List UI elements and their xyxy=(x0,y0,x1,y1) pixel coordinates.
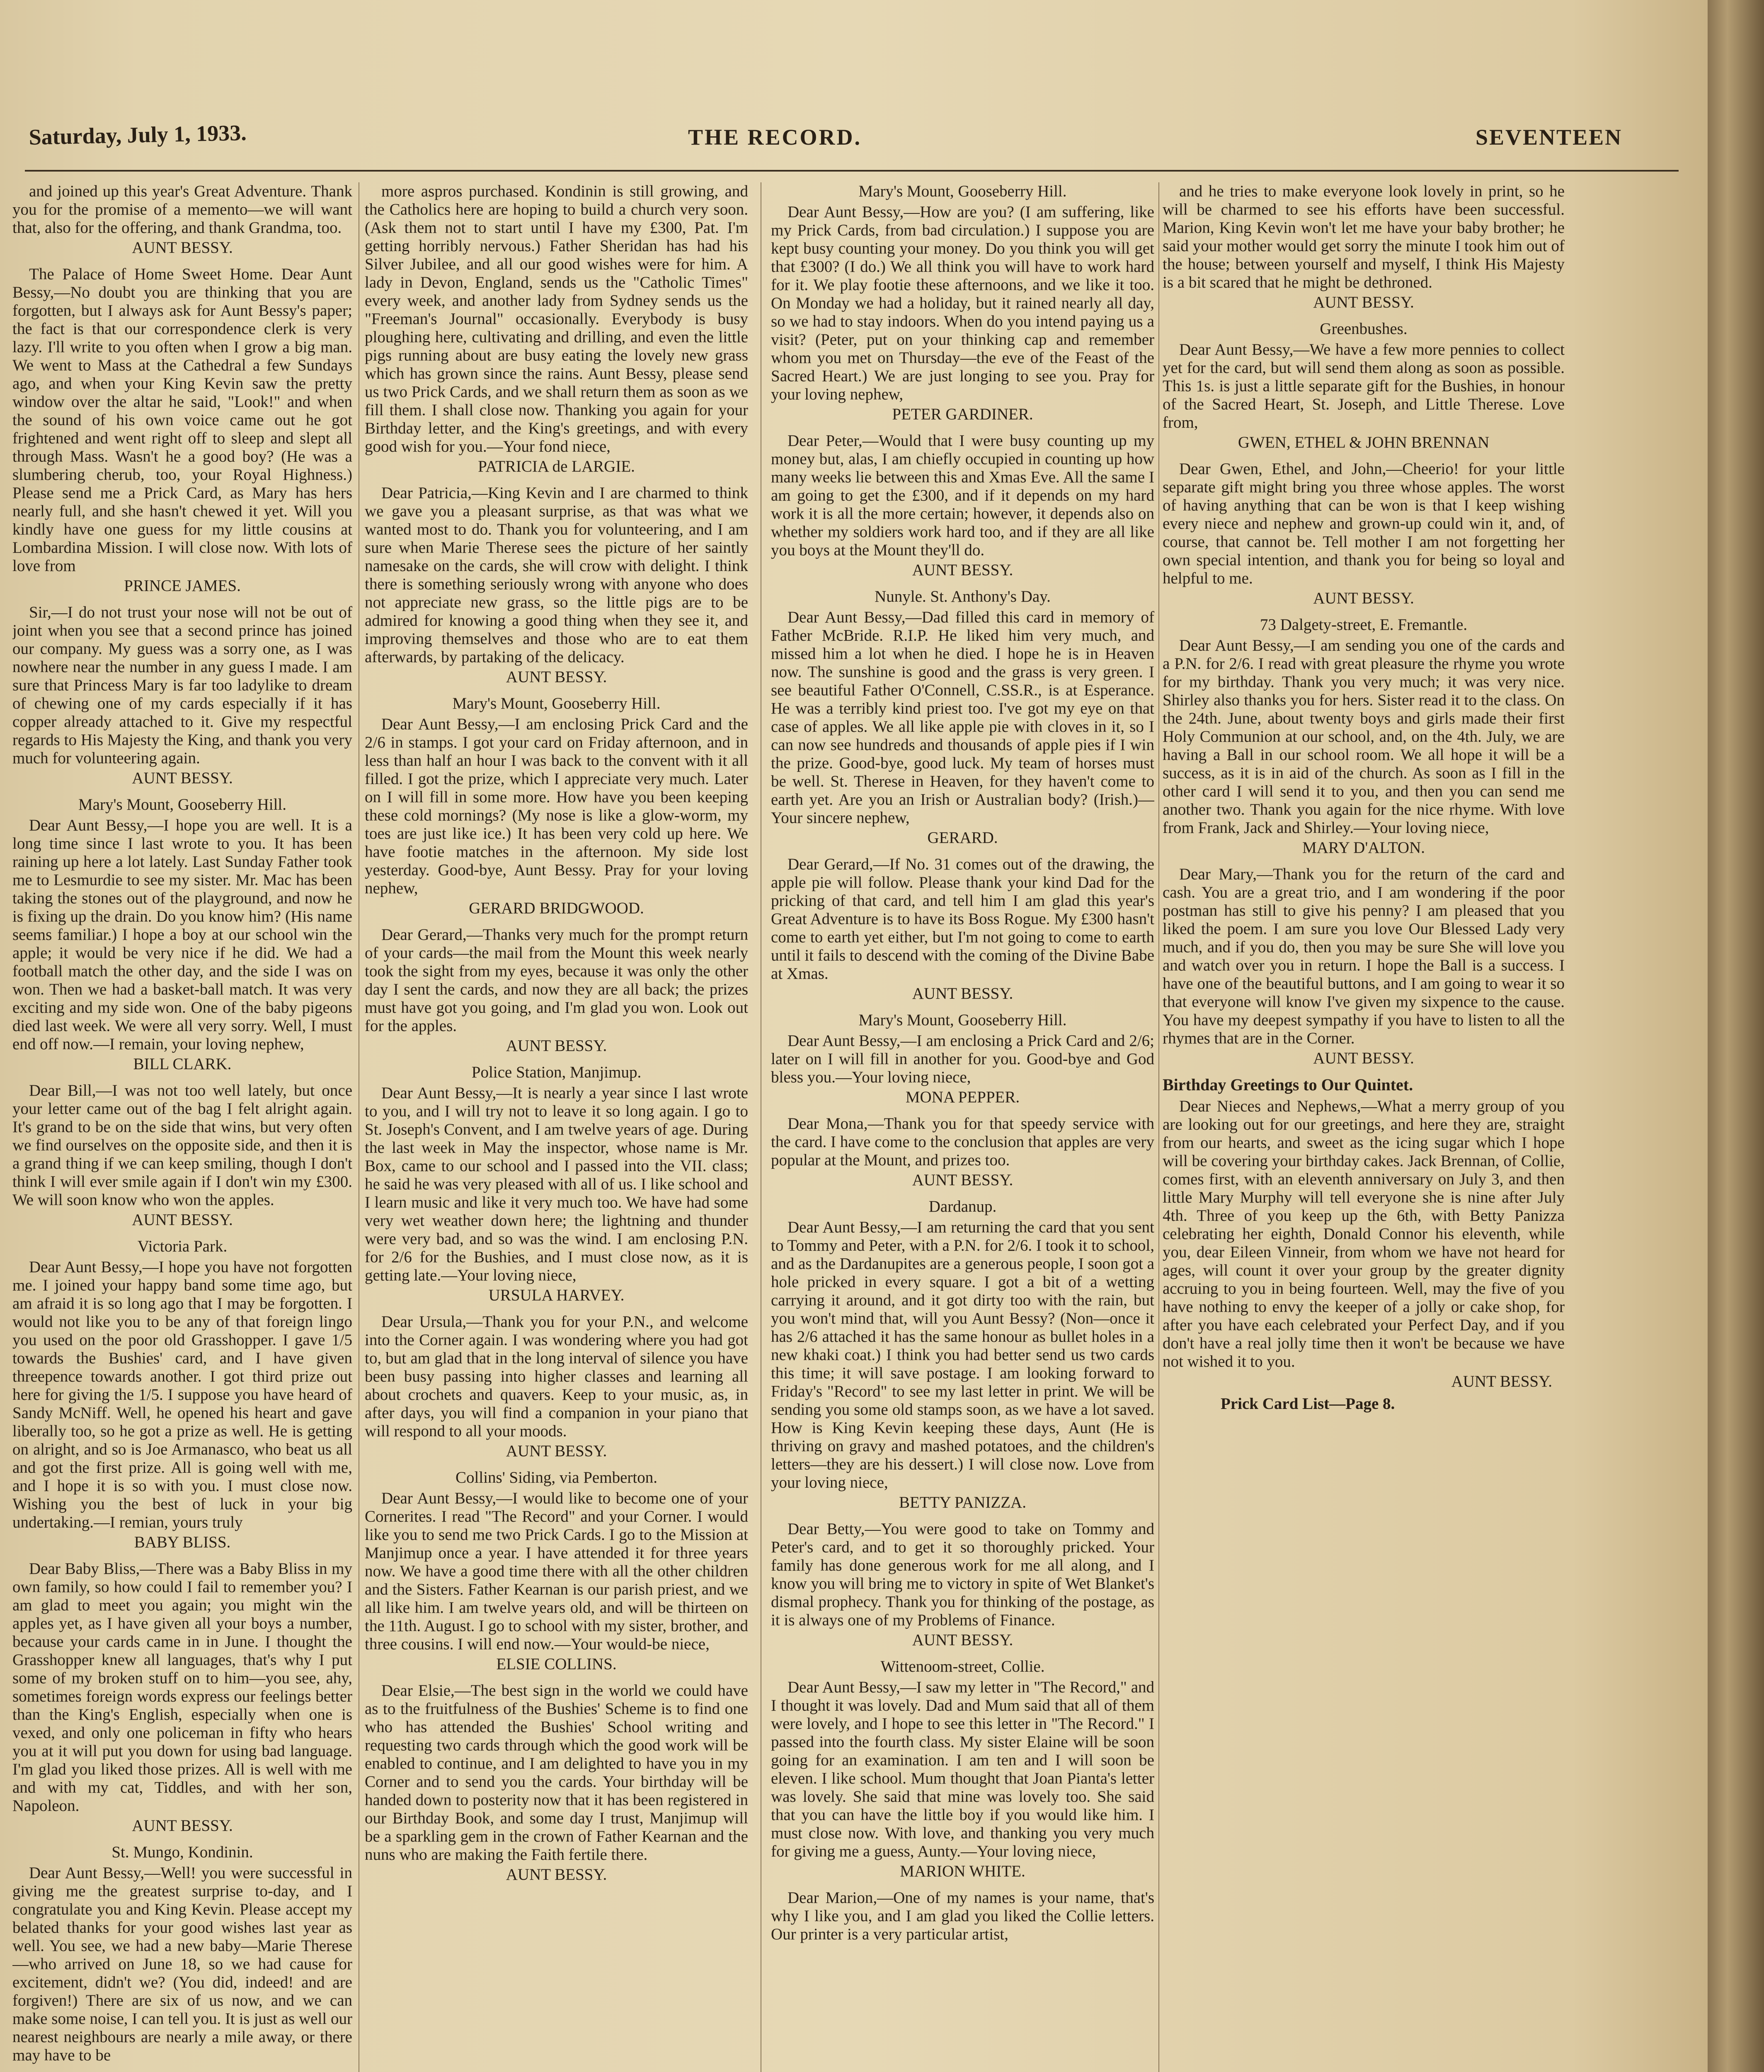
letter-body: Dear Aunt Bessy,—We have a few more pennies to collect yet for the card, but will send them along as soon as possible. This 1s. is just a little separate gift for the Bushies, in honour of the Sacred Heart, St. Joseph, and Little Therese. Love from, xyxy=(1163,341,1565,431)
letter-place: St. Mungo, Kondinin. xyxy=(111,1843,253,1861)
letter xyxy=(365,1682,748,1884)
letter xyxy=(12,182,352,257)
letter-body: Dear Mona,—Thank you for that speedy service with the card. I have come to the conclusion that apples are very popular at the Mount, and prizes too. xyxy=(771,1115,1154,1169)
letter-signature: AUNT BESSY. xyxy=(132,769,233,787)
letter-signature: GERARD. xyxy=(927,829,998,847)
letter xyxy=(12,603,352,787)
letter xyxy=(365,182,748,476)
letter-body: Sir,—I do not trust your nose will not be out of joint when you see that a second prince has joined our company. My guess was a sorry one, as I was nowhere near the number in any guess I made. I am sure that Princess Mary is far too ladylike to dream of chewing one of my cards especially if it has copper already attached to it. Give my respectful regards to His Majesty the King, and thank you very much for volunteering again. xyxy=(12,603,352,767)
letter-body: Dear Baby Bliss,—There was a Baby Bliss in my own family, so how could I fail to remember you? I am glad to meet you again; you might win the apples yet, as I have given all your boys a number, because your cards came in in June. I thought the Grasshopper knew all languages, that's why I put some of my broken stuff on to him—you see, ahy, sometimes foreign words express our feelings better than the King's English, especially when one is vexed, and only one policeman in fifty who hears you at it will put you down for using bad language. I'm glad you liked those prizes. All is well with me and with my cat, Tiddles, and with her son, Napoleon. xyxy=(12,1560,352,1815)
letter xyxy=(365,1313,748,1460)
birthday-greetings xyxy=(1163,1076,1565,1413)
letter xyxy=(12,265,352,595)
masthead-title: THE RECORD. xyxy=(688,125,862,150)
letter-place: Mary's Mount, Gooseberry Hill. xyxy=(452,695,661,712)
letter-place: Police Station, Manjimup. xyxy=(471,1063,642,1081)
letter-body: Dear Betty,—You were good to take on Tommy and Peter's card, and to get it so thoroughly pricked. Your family has done generous work for me all along, and I know you will bring me to victory in spite of Wet Blanket's dismal prophecy. Thank you for thinking of the postage, as it is always one of my Problems of Finance. xyxy=(771,1520,1154,1629)
letter-signature: AUNT BESSY. xyxy=(912,985,1013,1002)
letter-signature: AUNT BESSY. xyxy=(132,1211,233,1229)
letter xyxy=(12,1843,352,2065)
letter xyxy=(12,796,352,1073)
letter xyxy=(1163,616,1565,857)
letter-signature: PRINCE JAMES. xyxy=(124,577,241,595)
letter xyxy=(1163,182,1565,312)
letter-signature: AUNT BESSY. xyxy=(506,1866,607,1883)
letter-signature: GWEN, ETHEL & JOHN BRENNAN xyxy=(1238,433,1490,451)
letter-place: Wittenoom-street, Collie. xyxy=(880,1658,1045,1675)
letter-body: Dear Peter,—Would that I were busy counting up my money but, alas, I am chiefly occupied in counting up how many weeks lie between this and Xmas Eve. All the same I am going to get the £300, and if it depends on my hard work it is all the more certain; however, it depends also on whether my soldiers work hard too, and if they are all like you boys at the Mount they'll do. xyxy=(771,432,1154,559)
letter-body: Dear Elsie,—The best sign in the world we could have as to the fruitfulness of the Bushies' Scheme is to find one who has attended the Bushies' School writing and requesting two cards through which the good work will be enabled to continue, and I am delighted to have you in my Corner and to send you the cards. Your birthday will be handed down to posterity now that it has been registered in our Birthday Book, and some day I trust, Manjimup will be a sparkling gem in the crown of Father Kearnan and the nuns who are making the Faith fertile there. xyxy=(365,1682,748,1864)
letter-body: Dear Aunt Bessy,—I am enclosing Prick Card and the 2/6 in stamps. I got your card on Friday afternoon, and in less than half an hour I was back to the convent with it all filled. I got the prize, which I appreciate very much. Later on I will fill in some more. How have you been keeping these cold mornings? (My nose is like a glow-worm, my toes are just like ice.) It has been very cold up here. We have footie matches in the afternoon. My side lost yesterday. Good-bye, Aunt Bessy. Pray for your loving nephew, xyxy=(365,715,748,897)
letter xyxy=(365,926,748,1055)
letter-signature: AUNT BESSY. xyxy=(912,1171,1013,1189)
letter-signature: BETTY PANIZZA. xyxy=(899,1493,1026,1511)
letter-signature: PETER GARDINER. xyxy=(892,405,1033,423)
page-number: SEVENTEEN xyxy=(1476,125,1623,150)
letter xyxy=(771,1115,1154,1189)
letter-signature: AUNT BESSY. xyxy=(506,1442,607,1460)
letter-body: Dear Aunt Bessy,—I would like to become one of your Cornerites. I read "The Record" and your Corner. I would like you to send me two Prick Cards. I go to the Mission at Manjimup once a year. I have attended it for three years now. We have a good time there with all the other children and the Sisters. Father Kearnan is our parish priest, and we all like him. I am twelve years old, and will be thirteen on the 11th. August. I go to school with my sister, brother, and three cousins. I will end now.—Your would-be niece, xyxy=(365,1489,748,1653)
letter-place: Mary's Mount, Gooseberry Hill. xyxy=(858,1011,1067,1029)
letter xyxy=(365,695,748,917)
letter-signature: AUNT BESSY. xyxy=(1313,293,1414,311)
letter-signature: MARION WHITE. xyxy=(900,1862,1025,1880)
letter-signature: AUNT BESSY. xyxy=(132,1817,233,1835)
letter-body: Dear Aunt Bessy,—I am enclosing a Prick Card and 2/6; later on I will fill in another for you. Good-bye and God bless you.—Your loving niece, xyxy=(771,1032,1154,1086)
letter-place: 73 Dalgety-street, E. Fremantle. xyxy=(1260,616,1468,634)
letter xyxy=(771,1520,1154,1649)
letter xyxy=(771,588,1154,847)
letter-place: Collins' Siding, via Pemberton. xyxy=(456,1469,657,1486)
letter xyxy=(365,484,748,686)
column-4 xyxy=(1163,182,1565,2072)
letter-body: Dear Patricia,—King Kevin and I are charmed to think we gave you a pleasant surprise, as that was what we wanted most to do. Thank you for volunteering, and I am sure when Marie Therese sees the picture of her saintly namesake on the cards, she will crow with delight. I think there is something seriously wrong with anyone who does not appreciate new grass, so the little pigs are to be admired for knowing a good thing when they see it, and improving themselves and those who are to eat them afterwards, by partaking of the delicacy. xyxy=(365,484,748,666)
letter-body: Dear Aunt Bessy,—I am sending you one of the cards and a P.N. for 2/6. I read with great pleasure the rhyme you wrote for my birthday. Thank you very much; it was very nice. Shirley also thanks you for hers. Sister read it to the class. On the 24th. June, about twenty boys and girls made their first Holy Communion at our school, and, on the 4th. July, we are having a Ball in our school room. We all hope it will be a success, as it is in aid of the church. As soon as I fill in the other card I will send it to you, and then you can send me another two. Thank you again for the nice rhyme. With love from Frank, Jack and Shirley.—Your loving niece, xyxy=(1163,637,1565,837)
letter-body: Dear Aunt Bessy,—I hope you have not forgotten me. I joined your happy band some time ago, but am afraid it is so long ago that I may be forgotten. I would not like you to be any of that foreign lingo you used on the poor old Grasshopper. I gave 1/5 towards the Bushies' card, and I have given threepence towards another. I got third prize out here for giving the 1/5. I suppose you have heard of Sandy McNiff. Well, he opened his heart and gave liberally too, so he got a prize as well. He is getting on alright, and so is Joe Armanasco, who beat us all and got the first prize. All is going well with me, and I hope it is so with you. I must close now. Wishing you the best of luck in your big undertaking.—I remian, yours truly xyxy=(12,1258,352,1531)
letter-signature: BILL CLARK. xyxy=(133,1055,232,1073)
letter-body: and joined up this year's Great Adventure. Thank you for the promise of a memento—we will want that, also for the offering, and thank Grandma, too. xyxy=(12,182,352,237)
letter-body: Dear Bill,—I was not too well lately, but once your letter came out of the bag I felt alright again. It's grand to be on the side that wins, but very often we find ourselves on the opposite side, and then it is a grand thing if we can keep smiling, though I don't think I will ever smile again if I don't win my £300. We will soon know who won the apples. xyxy=(12,1082,352,1209)
letter-body: Dear Marion,—One of my names is your name, that's why I like you, and I am glad you liked the Collie letters. Our printer is a very particular artist, xyxy=(771,1889,1154,1943)
birthday-heading: Birthday Greetings to Our Quintet. xyxy=(1163,1075,1413,1094)
letter xyxy=(771,855,1154,1003)
letter-body: and he tries to make everyone look lovely in print, so he will be charmed to see his efforts have been successful. Marion, King Kevin won't let me have your baby brother; he said your mother would get sorry the minute I took him out of the house; between yourself and myself, I think His Majesty is a bit scared that he might be dethroned. xyxy=(1163,182,1565,291)
letter-body: Dear Aunt Bessy,—I hope you are well. It is a long time since I last wrote to you. It has been raining up here a lot lately. Last Sunday Father took me to Lesmurdie to see my sister. Mr. Mac has been taking the stones out of the playground, and now he is fixing up the drain. Do you know him? (His name seems familiar.) I hope a boy at our school win the apple; it would be very nice if he did. We had a football match the other day, and the side I was on won. Then we had a basket-ball match. It was very exciting and my side won. One of the baby pigeons died last week. We were all very sorry. Well, I must end off now.—I remain, your loving nephew, xyxy=(12,816,352,1053)
letter-place: Dardanup. xyxy=(928,1198,997,1215)
letter-signature: AUNT BESSY. xyxy=(912,1631,1013,1649)
letter-signature: GERARD BRIDGWOOD. xyxy=(469,899,644,917)
letter xyxy=(1163,460,1565,608)
letter xyxy=(12,1082,352,1229)
letter-signature: AUNT BESSY. xyxy=(912,561,1013,579)
letter-place: Greenbushes. xyxy=(1320,320,1408,338)
column-1 xyxy=(12,182,352,2072)
letter xyxy=(365,1063,748,1305)
letter-body: Dear Aunt Bessy,—Dad filled this card in memory of Father McBride. R.I.P. He liked him very much, and missed him a lot when he died. I hope he is in Heaven now. The sunshine is good and the grass is very green. I see beautiful Father O'Connell, C.SS.R., is at Esperance. He was a terribly kind priest too. I've got my eye on that case of apples. We all like apple pie with cloves in it, so I can now see hundreds and thousands of apple pies if I win the prize. Good-bye, good luck. My team of horses must be well. St. Therese in Heaven, for they haven't come to earth yet. Are you an Irish or Australian body? (Irish.)—Your sincere nephew, xyxy=(771,608,1154,827)
letter xyxy=(771,1658,1154,1881)
column-4-letters xyxy=(1163,182,1565,1067)
letter-signature: ELSIE COLLINS. xyxy=(496,1655,617,1673)
letter-signature: MARY D'ALTON. xyxy=(1302,839,1425,857)
letter xyxy=(771,1889,1154,1944)
letter-signature: AUNT BESSY. xyxy=(506,668,607,686)
letter-body: Dear Aunt Bessy,—How are you? (I am suffering, like my Prick Cards, from bad circulation.) I suppose you are kept busy counting your money. Do you think you will get that £300? (I do.) We all think you will have to work hard for it. We play footie these afternoons, and we like it too. On Monday we had a holiday, but it rained nearly all day, so we had to stay indoors. When do you intend paying us a visit? (Peter, put on your thinking cap and remember whom you met on Thursday—the eve of the Feast of the Sacred Heart.) We are just longing to see you. Pray for your loving nephew, xyxy=(771,203,1154,403)
letter xyxy=(771,432,1154,579)
birthday-body: Dear Nieces and Nephews,—What a merry group of you are looking out for our greetings, and here they are, straight from our hearts, and sweet as the icing sugar which I hope will be covering your birthday cakes. Jack Brennan, of Collie, comes first, with an eleventh anniversary on July 3, and then little Mary Murphy will tell everyone she is nine after July 4th. Three of you keep up the 6th, with Betty Panizza celebrating her eighth, Donald Connor his eleventh, while you, dear Eileen Vinneir, from whom we have not heard for ages, will count it over your group by the greater dignity accruing to you in being fourteen. Well, may the five of you have nothing to envy the keeper of a jolly or cake shop, for after you have each celebrated your Perfect Day, and if you don't have a real jolly time then it won't be because we have not wished it to you. xyxy=(1163,1097,1565,1370)
letter-body: Dear Aunt Bessy,—Well! you were successful in giving me the greatest surprise to-day, and I congratulate you and King Kevin. Please accept my belated thanks for your good wishes last year as well. You see, we had a new baby—Marie Therese—who arrived on June 18, so we had cause for excitement, didn't we? (You did, indeed! and are forgiven!) There are six of us now, and we can make some noise, I can tell you. It is just as well our nearest neighbours are nearly a mile away, or there may have to be xyxy=(12,1864,352,2064)
letter xyxy=(12,1237,352,1552)
prick-card-list-note: Prick Card List—Page 8. xyxy=(1221,1395,1395,1413)
column-3 xyxy=(771,182,1154,2072)
letter-body: Dear Gwen, Ethel, and John,—Cheerio! for your little separate gift might bring you three whose apples. The worst of having anything that can be won is that I keep wishing every niece and nephew and grown-up could win it, and, of course, that cannot be. Tell mother I am not forgetting her own special intention, and thank you for being so loyal and helpful to me. xyxy=(1163,460,1565,587)
letter-signature: AUNT BESSY. xyxy=(1313,1049,1414,1067)
page-binding-edge xyxy=(1708,0,1764,2072)
column-rule xyxy=(1158,182,1159,2072)
letter-place: Victoria Park. xyxy=(137,1237,228,1255)
letter xyxy=(12,1560,352,1835)
letter xyxy=(1163,865,1565,1067)
letter-place: Nunyle. St. Anthony's Day. xyxy=(875,588,1051,605)
letter-body: Dear Gerard,—Thanks very much for the prompt return of your cards—the mail from the Mount this week nearly took the sight from my eyes, because it was only the other day I sent the cards, and now they are all back; the prizes must have got you going, and I'm glad you won. Look out for the apples. xyxy=(365,926,748,1035)
letter-place: Mary's Mount, Gooseberry Hill. xyxy=(858,182,1067,200)
letter-body: Dear Ursula,—Thank you for your P.N., and welcome into the Corner again. I was wondering where you had got to, but am glad that in the long interval of silence you have been busy passing into higher classes and learning all about crochets and quavers. Keep to your music, as, in after days, you will find a companion in your piano that will respond to all your moods. xyxy=(365,1313,748,1440)
letter-signature: PATRICIA de LARGIE. xyxy=(478,457,635,475)
letter-body: Dear Aunt Bessy,—It is nearly a year since I last wrote to you, and I will try not to leave it so long again. I go to St. Joseph's Convent, and I am twelve years of age. During the last week in May the inspector, whose name is Mr. Box, came to our school and I passed into the VII. class; he said he was very pleased with all of us. I like school and I learn music and like it very much too. We have had some very wet weather down here; the lightning and thunder were very bad, and so was the wind. I am enclosing P.N. for 2/6 for the Bushies, and I must close now, as it is getting late.—Your loving niece, xyxy=(365,1084,748,1284)
letter xyxy=(365,1469,748,1673)
issue-date: Saturday, July 1, 1933. xyxy=(28,120,247,150)
letter-body: Dear Mary,—Thank you for the return of the card and cash. You are a great trio, and I am wondering if the poor postman has still to give his penny? I am pleased that you liked the poem. I am sure you love Our Blessed Lady very much, and if you do, then you may be sure She will love you and watch over you in return. I hope the Ball is a success. I have one of the beautiful buttons, and I am going to wear it so that everyone will know I've given my sixpence to the cause. You have my deepest sympathy if you have to listen to all the rhymes that are in the Corner. xyxy=(1163,865,1565,1047)
letter-body: Dear Gerard,—If No. 31 comes out of the drawing, the apple pie will follow. Please thank your kind Dad for the pricking of that card, and tell him I am glad this year's Great Adventure is to have its Boss Rogue. My £300 hasn't come to earth yet either, but I'm not going to come to earth until it fails to descend with the coming of the Divine Babe at Xmas. xyxy=(771,855,1154,983)
column-2 xyxy=(365,182,748,2072)
letter-place: Mary's Mount, Gooseberry Hill. xyxy=(78,796,287,813)
letter xyxy=(771,182,1154,424)
letter-body: Dear Aunt Bessy,—I saw my letter in "The Record," and I thought it was lovely. Dad and Mum said that all of them were lovely, and I hope to see this letter in "The Record." I passed into the fourth class. My sister Elaine will be soon going for an examination. I am ten and I will soon be eleven. I like school. Mum thought that Joan Pianta's letter was lovely. She said that mine was lovely too. She said that you can have the little boy if you would like him. I must close now. With love, and thanking you very much for giving me a guess, Aunty.—Your loving niece, xyxy=(771,1678,1154,1860)
letter-body: The Palace of Home Sweet Home. Dear Aunt Bessy,—No doubt you are thinking that you are forgotten, but I always ask for Aunt Bessy's paper; the fact is that our correspondence clerk is very lazy. I'll write to you often when I grow a big man. We went to Mass at the Cathedral a few Sundays ago, and when your King Kevin saw the pretty window over the altar he said, "Look!" and when the sound of his own voice came out he got frightened and went right off to sleep and slept all through Mass. Wasn't he a good boy? (He was a slumbering cherub, too, your Royal Highness.) Please send me a Prick Card, as Mary has hers nearly full, and she hasn't chewed it yet. Will you kindly have one guess for my little cousins at Lombardina Mission. I will close now. With lots of love from xyxy=(12,265,352,575)
letter xyxy=(771,1011,1154,1106)
letter xyxy=(771,1198,1154,1512)
letter-signature: AUNT BESSY. xyxy=(132,239,233,257)
letter-signature: MONA PEPPER. xyxy=(905,1088,1020,1106)
letter-signature: AUNT BESSY. xyxy=(506,1037,607,1055)
letter-signature: URSULA HARVEY. xyxy=(488,1286,625,1304)
letter-signature: BABY BLISS. xyxy=(134,1533,231,1551)
letter-body: Dear Aunt Bessy,—I am returning the card that you sent to Tommy and Peter, with a P.N. for 2/6. I took it to school, and as the Dardanupites are a generous people, I soon got a hole pricked in every square. I got a bit of a wetting carrying it around, and it got dirty too with the rain, but you won't mind that, will you Aunt Bessy? (Non—once it has 2/6 attached it has the same honour as bullet holes in a new khaki coat.) I think you had better send us two cards this time; it will save postage. I am looking forward to Friday's "Record" to see my last letter in print. We will be sending you some old stamps soon, as we have a lot saved. How is King Kevin keeping these days, Aunt (He is thriving on gravy and mashed potatoes, and the children's letters—they are his dessert.) I will close now. Love from your loving niece, xyxy=(771,1218,1154,1491)
letter-body: more aspros purchased. Kondinin is still growing, and the Catholics here are hoping to build a church very soon. (Ask them not to start until I have my £300, Pat. I'm getting horribly nervous.) Father Sheridan has had his Silver Jubilee, and all our good wishes were for him. A lady in Devon, England, sends us the "Catholic Times" every week, and another lady from Sydney sends us the "Freeman's Journal" occasionally. Everybody is busy ploughing here, cultivating and drilling, and even the little pigs running about are busy eating the lovely new grass which has grown since the rains. Aunt Bessy, please send us two Prick Cards, and we shall return them as soon as we fill them. I shall close now. Thanking you again for your Birthday letter, and the King's greetings, and with every good wish for you.—Your fond niece, xyxy=(365,182,748,455)
birthday-signature: AUNT BESSY. xyxy=(1451,1372,1552,1390)
letter-signature: AUNT BESSY. xyxy=(1313,589,1414,607)
header-rule xyxy=(25,170,1679,172)
letter xyxy=(1163,320,1565,452)
